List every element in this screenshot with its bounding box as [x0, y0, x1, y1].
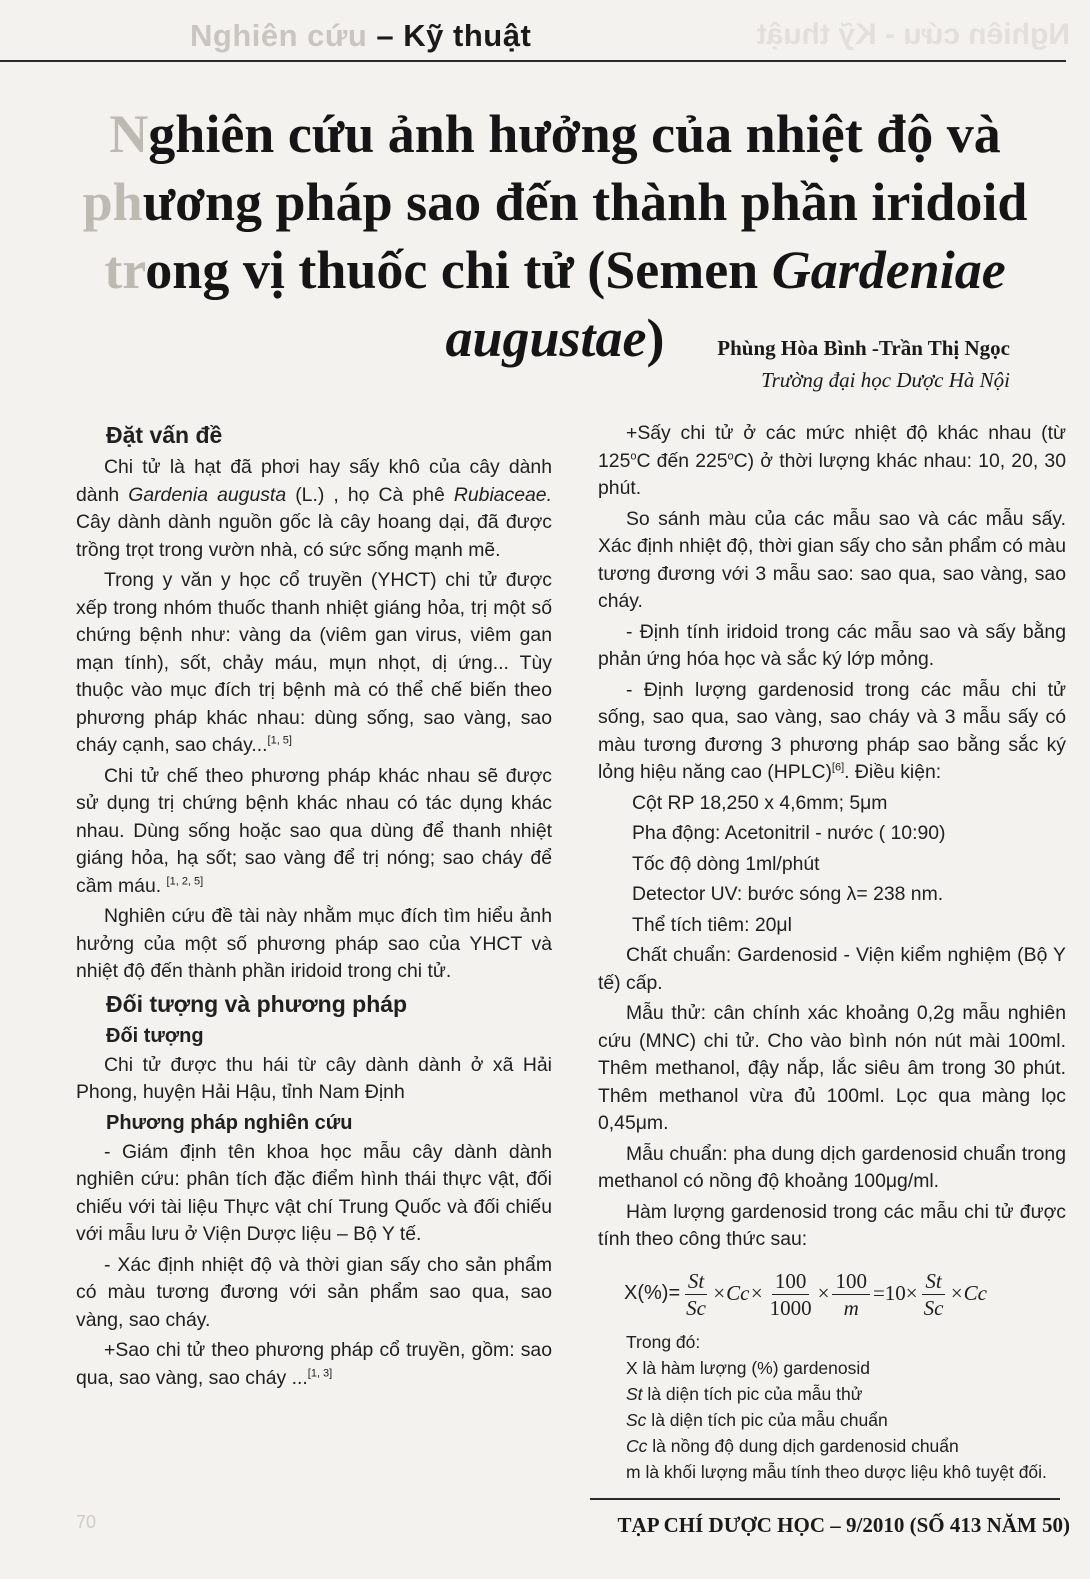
section-header-label: – Kỹ thuật — [367, 18, 532, 53]
fraction-st-sc — [683, 1268, 709, 1321]
family-name: Rubiaceae. — [453, 483, 552, 506]
formula-definitions — [626, 1329, 1066, 1485]
title-line-2: ương pháp sao đến thành phần iridoid — [142, 172, 1028, 232]
title-line-3: ong vị thuốc chi tử (Semen — [145, 240, 772, 300]
formula-eq10: =10× — [872, 1281, 918, 1306]
definitions-title: Trong đó: — [626, 1331, 701, 1352]
hplc-condition: Cột RP 18,250 x 4,6mm; 5μm — [632, 791, 888, 814]
formula-lhs: X(%)= — [624, 1282, 681, 1305]
formula-times-cc: ×Cc× — [711, 1281, 764, 1306]
text: C) ở thời lượng khác nhau: 10, 20, 30 phút. — [598, 449, 1066, 499]
symbol: Sc — [626, 1409, 647, 1430]
footer-rule — [590, 1498, 1060, 1500]
title-species: Gardeniae augustae — [445, 240, 1006, 368]
degree-mark: o — [630, 450, 637, 463]
heading-introduction: Đặt vấn đề — [106, 422, 223, 448]
hplc-condition: Pha động: Acetonitril - nước ( 10:90) — [632, 822, 946, 844]
text: (L.) , họ Cà phê — [286, 483, 454, 506]
formula-1000: 1000 — [769, 1295, 812, 1320]
text: là nồng độ dung dịch gardenosid chuẩn — [647, 1435, 959, 1456]
symbol: Cc — [626, 1435, 648, 1456]
paragraph — [76, 454, 552, 564]
hplc-condition: Tốc độ dòng 1ml/phút — [632, 852, 820, 875]
formula-sc: Sc — [923, 1295, 944, 1320]
species-name: Gardenia augusta — [128, 483, 287, 506]
formula-m: m — [843, 1295, 859, 1320]
paragraph: - Định tính iridoid trong các mẫu sao và sấy bằng phản ứng hóa học và sắc ký lớp mỏng. — [598, 620, 1066, 670]
hplc-condition: Detector UV: bước sóng λ= 238 nm. — [632, 883, 944, 905]
journal-footer: TẠP CHÍ DƯỢC HỌC – 9/2010 (SỐ 413 NĂM 50) — [617, 1513, 1070, 1537]
paragraph: - Giám định tên khoa học mẫu cây dành dành nghiên cứu: phân tích đặc điểm hình thái thực vật, đối chiếu với tài liệu Thực vật chí Trung Quốc và đối chiếu với mẫu lưu ở Viện Dược liệu – Bộ Y tế. — [76, 1140, 552, 1245]
formula — [624, 1268, 1066, 1321]
paragraph: Chi tử được thu hái từ cây dành dành ở xã Hải Phong, huyện Hải Hậu, tỉnh Nam Định — [76, 1053, 552, 1103]
paragraph — [76, 567, 552, 760]
text: Trong y văn y học cổ truyền (YHCT) chi tử được xếp trong nhóm thuốc thanh nhiệt giáng hỏa, trị một số chứng bệnh như: vàng da (viêm gan virus, viêm gan mạn tính), sốt, chảy máu, mụn nhọt, dị ứng... Tùy thuộc vào mục đích trị bệnh mà có thể chế biến theo phương pháp khác nhau: dùng sống, sao vàng, sao cháy cạnh, sao cháy... — [76, 569, 552, 756]
title-line-3-end: ) — [646, 308, 665, 368]
hplc-condition: Thể tích tiêm: 20μl — [632, 913, 792, 936]
bleed-through-header: Nghiên cứu - Kỹ thuật — [756, 18, 1070, 51]
paragraph: So sánh màu của các mẫu sao và các mẫu sấy. Xác định nhiệt độ, thời gian sấy cho sản phẩm có màu tương đương với 3 mẫu sao: sao qua, sao vàng, sao cháy. — [598, 507, 1066, 612]
affiliation: Trường đại học Dược Hà Nội — [761, 368, 1010, 392]
fraction-st-sc-2 — [921, 1268, 947, 1321]
text: +Sao chi tử theo phương pháp cổ truyền, gồm: sao qua, sao vàng, sao cháy ... — [76, 1339, 552, 1389]
paragraph — [76, 1337, 552, 1392]
formula-sc: Sc — [686, 1295, 706, 1320]
title-faded-1: N — [109, 104, 149, 164]
text: Chi tử chế theo phương pháp khác nhau sẽ được sử dụng trị chứng bệnh khác nhau có tác dụng khác nhau. Dùng sống hoặc sao qua dùng để thanh nhiệt giáng hỏa, hạ sốt; sao vàng để trị nóng; sao cháy để cầm máu. — [76, 764, 552, 897]
fraction-100-m — [832, 1268, 870, 1321]
formula-100: 100 — [832, 1268, 870, 1295]
left-column — [76, 420, 552, 1395]
title-line-1: ghiên cứu ảnh hưởng của nhiệt độ và — [148, 104, 1001, 164]
citation: [1, 5] — [267, 734, 292, 747]
title-faded-2: ph — [82, 172, 143, 232]
paragraph — [598, 420, 1066, 503]
definition — [626, 1433, 1066, 1459]
formula-times: × — [817, 1281, 830, 1306]
article-title — [60, 100, 1050, 372]
paragraph: Mẫu chuẩn: pha dung dịch gardenosid chuẩn trong methanol có nồng độ khoảng 100μg/ml. — [598, 1142, 1066, 1192]
text: Chi tử là hạt đã phơi hay sấy khô của cây dành dành — [76, 456, 552, 506]
text: C đến 225 — [636, 449, 728, 472]
heading-object: Đối tượng — [106, 1024, 204, 1047]
formula-st: St — [685, 1268, 707, 1295]
text: là diện tích pic của mẫu thử — [642, 1383, 863, 1404]
right-column — [598, 420, 1066, 1485]
text: . Điều kiện: — [844, 761, 942, 783]
citation: [1, 2, 5] — [166, 875, 204, 888]
definition — [626, 1381, 1066, 1407]
heading-method: Phương pháp nghiên cứu — [106, 1111, 353, 1134]
paragraph: Nghiên cứu đề tài này nhằm mục đích tìm hiểu ảnh hưởng của một số phương pháp sao của YHCT và nhiệt độ đến thành phần iridoid trong chi tử. — [76, 905, 552, 982]
header-rule — [0, 60, 1066, 62]
heading-methods: Đối tượng và phương pháp — [106, 990, 408, 1017]
paragraph — [598, 677, 1066, 787]
definition — [626, 1407, 1066, 1433]
section-header — [190, 18, 531, 54]
paragraph: Mẫu thử: cân chính xác khoảng 0,2g mẫu nghiên cứu (MNC) chi tử. Cho vào bình nón nút mài 100ml. Thêm methanol, đậy nắp, lắc siêu âm trong 30 phút. Thêm methanol vừa đủ 100ml. Lọc qua màng lọc 0,45μm. — [598, 1002, 1066, 1134]
citation: [6] — [831, 761, 845, 774]
section-header-faint: Nghiên cứu — [190, 18, 368, 53]
degree-mark: o — [727, 450, 734, 463]
formula-100: 100 — [772, 1268, 810, 1295]
definition: m là khối lượng mẫu tính theo dược liệu khô tuyệt đối. — [626, 1461, 1047, 1482]
formula-times-cc-2: ×Cc — [949, 1281, 987, 1306]
text: là diện tích pic của mẫu chuẩn — [646, 1409, 888, 1430]
paragraph — [76, 763, 552, 901]
paragraph: Chất chuẩn: Gardenosid - Viện kiểm nghiệm (Bộ Y tế) cấp. — [598, 944, 1066, 994]
formula-st: St — [922, 1268, 944, 1295]
text: - Định lượng gardenosid trong các mẫu chi tử sống, sao qua, sao vàng, sao cháy và 3 mẫu sấy có màu tương đương 3 phương pháp sao bằng sắc ký lỏng hiệu năng cao (HPLC) — [598, 678, 1066, 783]
definition: X là hàm lượng (%) gardenosid — [626, 1357, 871, 1378]
authors: Phùng Hòa Bình -Trần Thị Ngọc — [717, 336, 1010, 360]
symbol: St — [626, 1383, 643, 1404]
text: +Sấy chi tử ở các mức nhiệt độ khác nhau (từ 125 — [598, 422, 1066, 472]
text: Cây dành dành nguồn gốc là cây hoang dại, đã được trồng trọt trong vườn nhà, có sức sống mạnh mẽ. — [76, 511, 552, 561]
page-number: 70 — [76, 1512, 97, 1532]
citation: [1, 3] — [307, 1367, 333, 1380]
paragraph: Hàm lượng gardenosid trong các mẫu chi tử được tính theo công thức sau: — [598, 1200, 1066, 1250]
fraction-100-1000 — [767, 1268, 815, 1321]
title-faded-3: tr — [104, 240, 146, 300]
paragraph: - Xác định nhiệt độ và thời gian sấy cho sản phẩm có màu tương đương với sản phẩm sao qua, sao vàng, sao cháy. — [76, 1253, 552, 1331]
